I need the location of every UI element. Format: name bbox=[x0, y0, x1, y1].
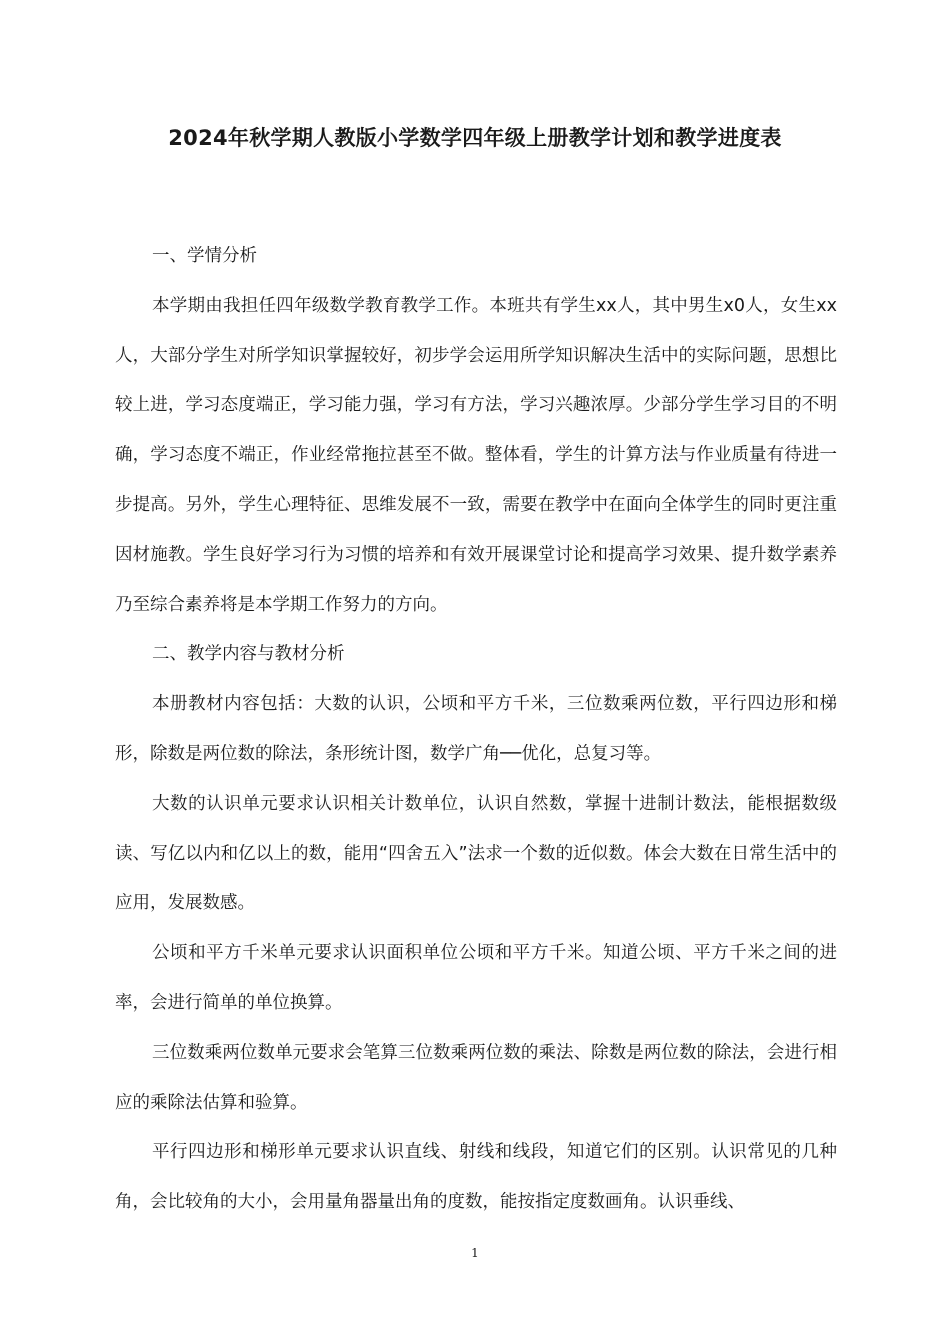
document-title: 2024年秋学期人教版小学数学四年级上册教学计划和教学进度表 bbox=[168, 126, 782, 150]
paragraph-textbook-contents: 本册教材内容包括：大数的认识，公顷和平方千米，三位数乘两位数，平行四边形和梯形，除数是两位数的除法，条形统计图，数学广角──优化，总复习等。 bbox=[115, 694, 837, 764]
page-number: 1 bbox=[471, 1246, 479, 1260]
paragraph-student-analysis: 本学期由我担任四年级数学教育教学工作。本班共有学生xx人，其中男生x0人，女生xx人，大部分学生对所学知识掌握较好，初步学会运用所学知识解决生活中的实际问题，思想比较上进，学习态度端正，学习能力强，学习有方法，学习兴趣浓厚。少部分学生学习目的不明确，学习态度不端正，作业经常拖拉甚至不做。整体看，学生的计算方法与作业质量有待进一步提高。另外，学生心理特征、思维发展不一致，需要在教学中在面向全体学生的同时更注重因材施教。学生良好学习行为习惯的培养和有效开展课堂讨论和提高学习效果、提升数学素养乃至综合素养将是本学期工作努力的方向。 bbox=[115, 295, 837, 615]
paragraph-area-units: 公顷和平方千米单元要求认识面积单位公顷和平方千米。知道公顷、平方千米之间的进率，会进行简单的单位换算。 bbox=[115, 943, 837, 1013]
paragraph-multiplication-unit: 三位数乘两位数单元要求会笔算三位数乘两位数的乘法、除数是两位数的除法，会进行相应的乘除法估算和验算。 bbox=[115, 1042, 837, 1113]
heading-student-analysis: 一、学情分析 bbox=[152, 246, 257, 266]
document-body bbox=[115, 232, 837, 1228]
heading-content-analysis: 二、教学内容与教材分析 bbox=[152, 644, 345, 665]
paragraph-parallelogram-unit: 平行四边形和梯形单元要求认识直线、射线和线段，知道它们的区别。认识常见的几种角，会比较角的大小，会用量角器量出角的度数，能按指定度数画角。认识垂线、 bbox=[115, 1142, 837, 1213]
paragraph-large-numbers-unit: 大数的认识单元要求认识相关计数单位，认识自然数，掌握十进制计数法，能根据数级读、写亿以内和亿以上的数，能用“四舍五入”法求一个数的近似数。体会大数在日常生活中的应用，发展数感。 bbox=[115, 793, 837, 914]
